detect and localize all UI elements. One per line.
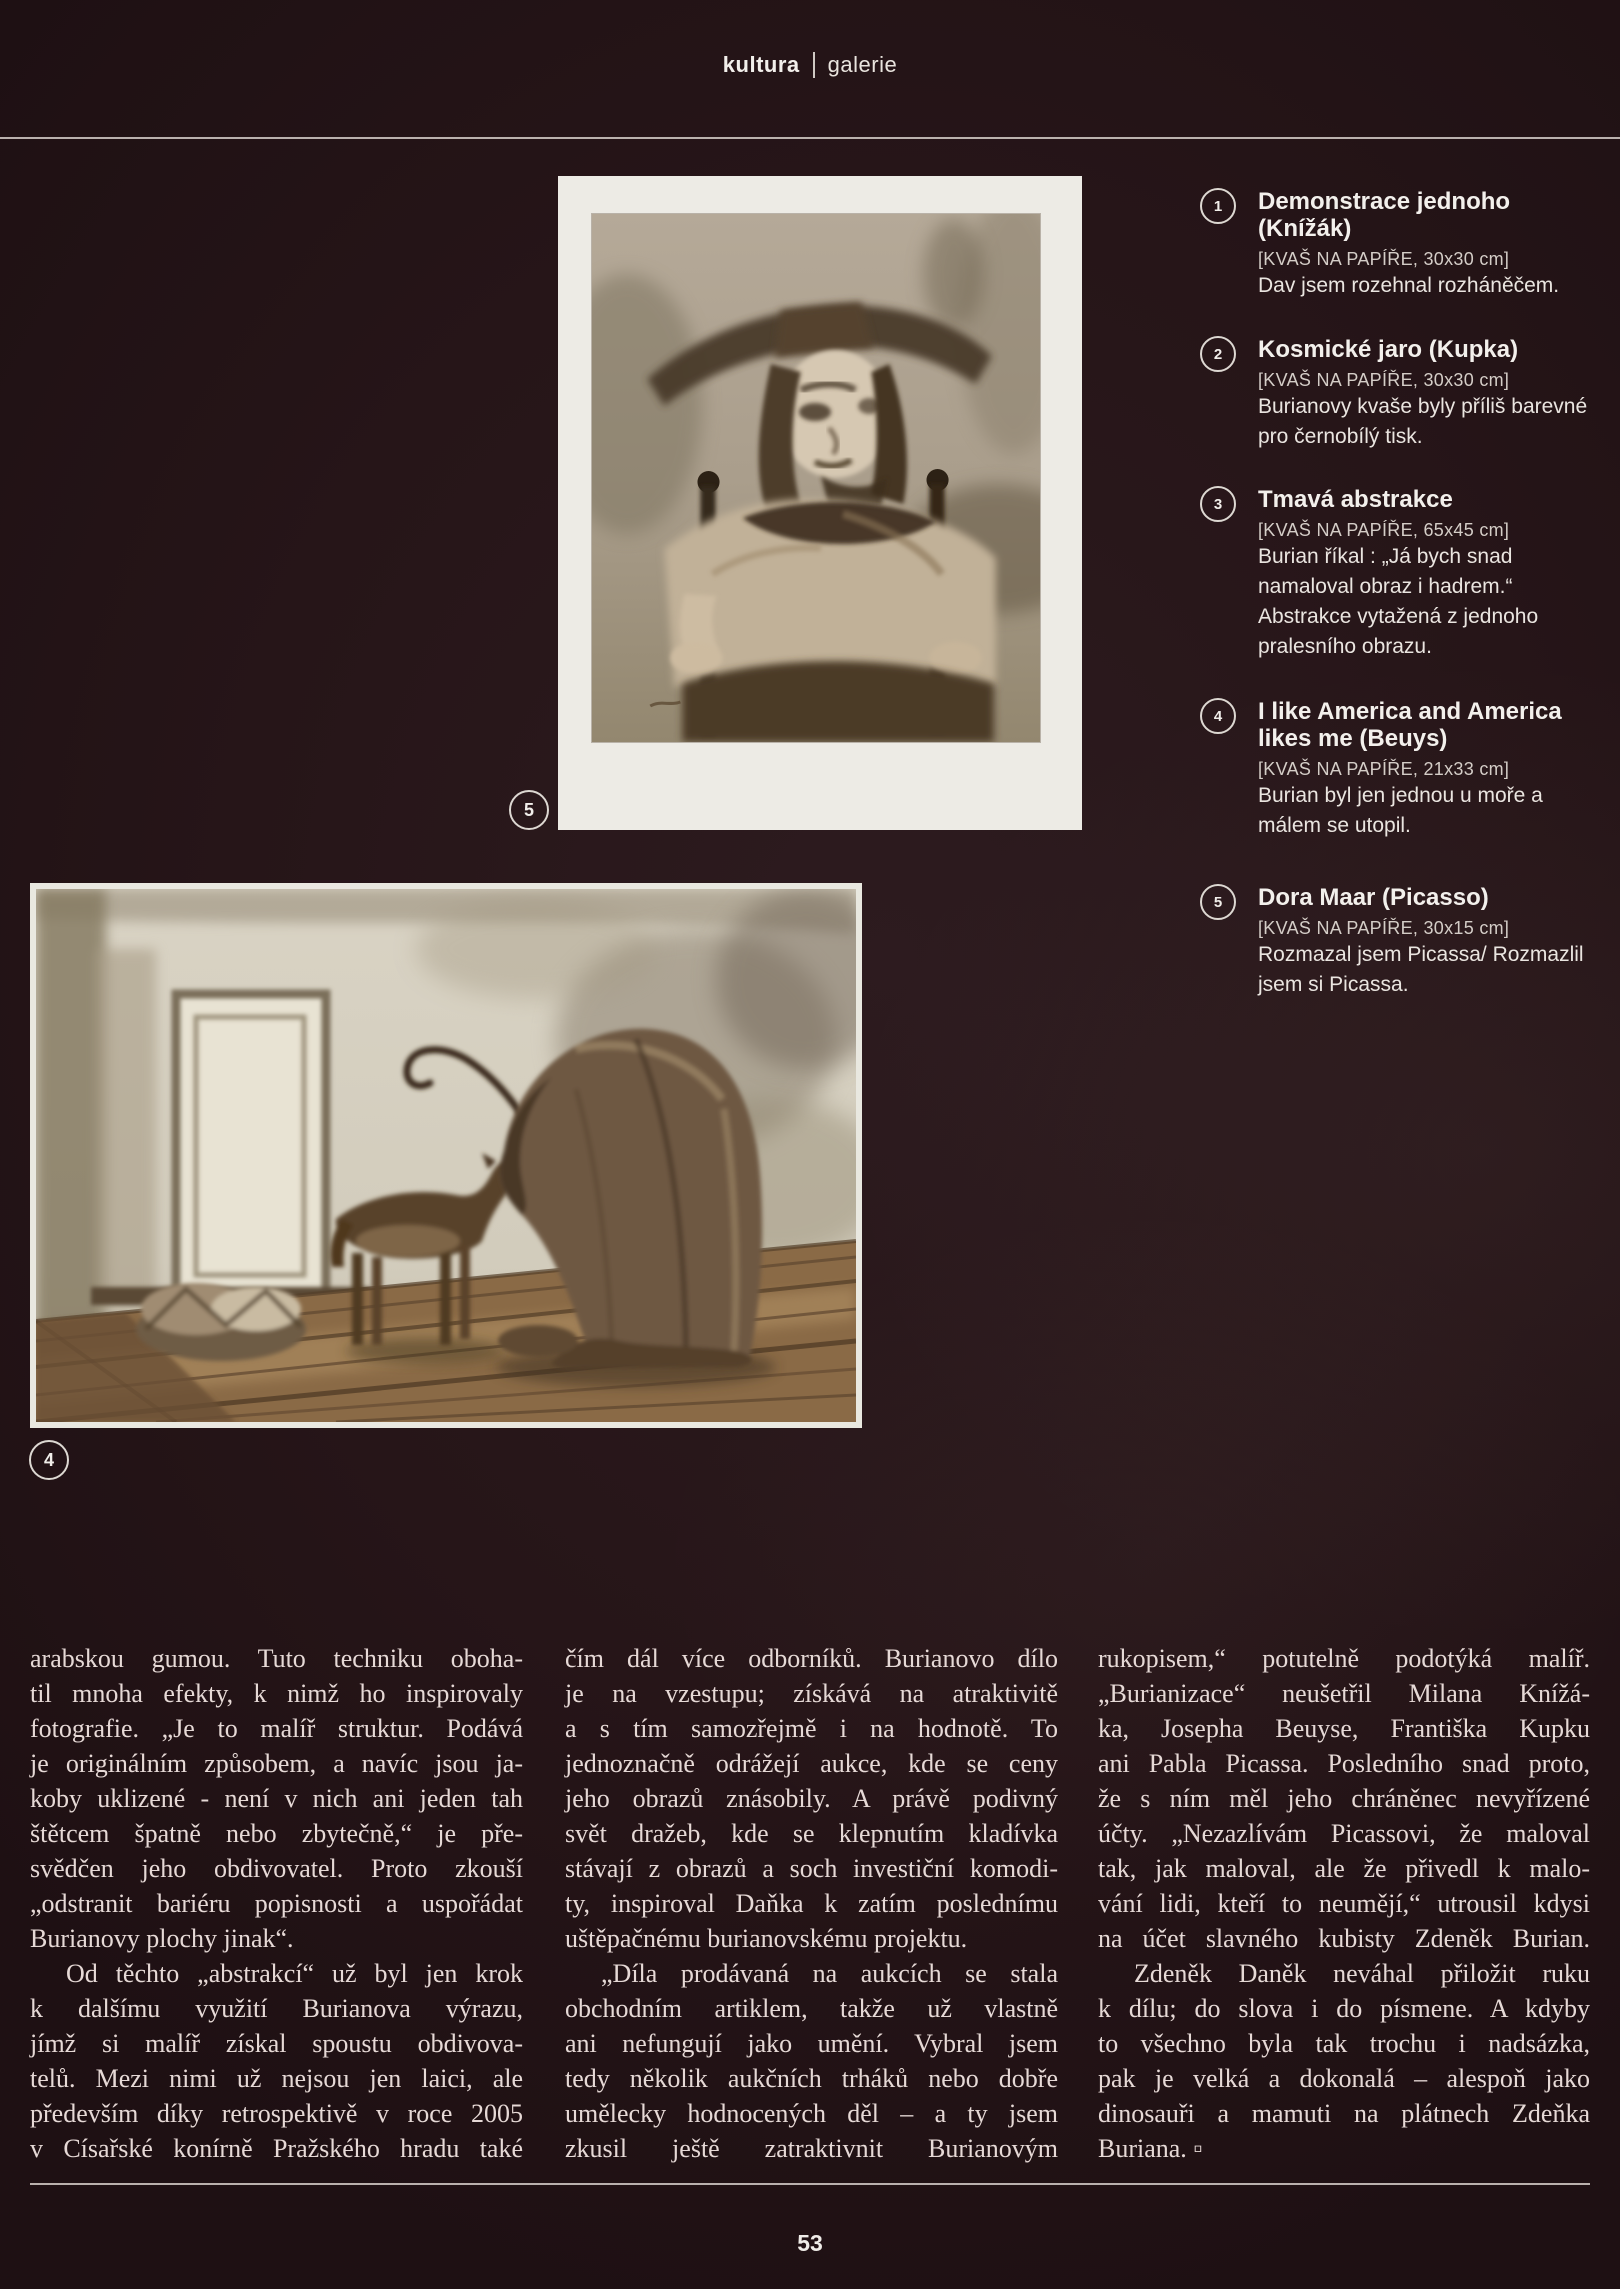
caption-2-title: Kosmické jaro (Kupka) bbox=[1258, 336, 1519, 363]
article-line: především díky retrospektivě v roce 2005 bbox=[30, 2099, 523, 2128]
article-line: til mnoha efekty, k nimž ho inspirovaly bbox=[30, 1679, 523, 1708]
article-line: Burianovy plochy jinak“. bbox=[30, 1924, 294, 1953]
figure-badge-5 bbox=[509, 790, 549, 830]
article-line: to všechno byla tak trochu i nadsázka, bbox=[1098, 2029, 1590, 2058]
article-line: a s tím samozřejmě i na hodnotě. To bbox=[565, 1714, 1058, 1743]
article-line: Zdeněk Daněk neváhal přiložit ruku bbox=[1134, 1959, 1590, 1988]
caption-2 bbox=[1200, 336, 1600, 452]
section-label: kultura bbox=[722, 52, 800, 77]
article-line: telů. Mezi nimi už nejsou jen laici, ale bbox=[30, 2064, 523, 2093]
caption-3-description: Burian říkal : „Já bych snad namaloval obraz i hadrem.“ Abstrakce vytažená z jednoho pralesního obrazu. bbox=[1258, 545, 1539, 658]
article-line: je originálním způsobem, a navíc jsou ja- bbox=[30, 1749, 523, 1778]
article-line: rukopisem,“ potutelně podotýká malíř. bbox=[1098, 1644, 1590, 1673]
article-line: k dílu; do slova i do písmene. A kdyby bbox=[1098, 1994, 1590, 2023]
article-line: fotografie. „Je to malíř struktur. Podává bbox=[30, 1714, 523, 1743]
article-line: k dalšímu využití Burianova výrazu, bbox=[30, 1994, 523, 2023]
article-line: na účet slavného kubisty Zdeněk Burian. bbox=[1098, 1924, 1590, 1953]
article-line: obchodním artiklem, takže už vlastně bbox=[565, 1994, 1058, 2023]
caption-2-technique: [KVAŠ NA PAPÍŘE, 30x30 cm] bbox=[1258, 370, 1510, 390]
article-line: že s ním měl jeho chráněnec nevyřízené bbox=[1098, 1784, 1590, 1813]
caption-5-badge bbox=[1200, 884, 1236, 920]
caption-3-number: 3 bbox=[1213, 495, 1223, 513]
caption-5-description: Rozmazal jsem Picassa/ Rozmazlil jsem si Picassa. bbox=[1258, 943, 1584, 996]
beuys-artwork bbox=[36, 889, 856, 1422]
figure-badge-4-number: 4 bbox=[43, 1449, 54, 1470]
article-line: „Díla prodávaná na aukcích se stala bbox=[601, 1959, 1058, 1988]
caption-3-technique: [KVAŠ NA PAPÍŘE, 65x45 cm] bbox=[1258, 520, 1510, 540]
article-line: ani nefungují jako umění. Vybral jsem bbox=[565, 2029, 1058, 2058]
article-line: uštěpačnému burianovskému projektu. bbox=[565, 1924, 968, 1953]
figure-badge-5-number: 5 bbox=[523, 799, 534, 820]
caption-1-number: 1 bbox=[1213, 197, 1223, 215]
article-line: arabskou gumou. Tuto techniku oboha- bbox=[30, 1644, 523, 1673]
article-line: umělecky hodnocených děl – a ty jsem bbox=[565, 2099, 1058, 2128]
dora-maar-artwork bbox=[592, 214, 1040, 742]
article-line: jímž si malíř získal spoustu obdivova- bbox=[30, 2029, 523, 2058]
article-line: dinosauři a mamuti na plátnech Zdeňka bbox=[1098, 2099, 1590, 2128]
caption-4-description: Burian byl jen jednou u moře a málem se utopil. bbox=[1258, 784, 1543, 837]
article-line: pak je velká a dokonalá – alespoň jako bbox=[1098, 2064, 1590, 2093]
caption-4-technique: [KVAŠ NA PAPÍŘE, 21x33 cm] bbox=[1258, 759, 1510, 779]
caption-1-description: Dav jsem rozehnal rozháněčem. bbox=[1258, 274, 1560, 297]
caption-1-technique: [KVAŠ NA PAPÍŘE, 30x30 cm] bbox=[1258, 249, 1510, 269]
page-header bbox=[0, 52, 1620, 78]
article-column-1 bbox=[30, 1641, 523, 2166]
article-line: svědčen jeho obdivovatel. Proto zkouší bbox=[30, 1854, 523, 1883]
header-divider bbox=[813, 52, 815, 78]
caption-4 bbox=[1200, 698, 1600, 841]
article-line: čím dál více odborníků. Burianovo dílo bbox=[565, 1644, 1058, 1673]
caption-3-title: Tmavá abstrakce bbox=[1258, 486, 1453, 513]
article-line: Buriana. ▫ bbox=[1098, 2134, 1203, 2163]
subsection-label: galerie bbox=[827, 52, 898, 77]
article-line: jeho obrazů znásobily. A právě podivný bbox=[565, 1784, 1058, 1813]
caption-2-number: 2 bbox=[1213, 345, 1223, 363]
figure-dora-maar-painting bbox=[592, 214, 1040, 742]
article-column-2 bbox=[565, 1641, 1058, 2166]
article-line: účty. „Nezazlívám Picassovi, že maloval bbox=[1098, 1819, 1590, 1848]
page-number: 53 bbox=[797, 2230, 823, 2256]
figure-dora-maar-photo bbox=[558, 176, 1082, 830]
figure-badge-4 bbox=[29, 1440, 69, 1480]
caption-5 bbox=[1200, 884, 1600, 1000]
article-line: „odstranit bariéru popisnosti a uspořádat bbox=[30, 1889, 523, 1918]
caption-1 bbox=[1200, 188, 1600, 301]
article-line: stávají z obrazů a soch investiční komodi- bbox=[565, 1854, 1058, 1883]
caption-3 bbox=[1200, 486, 1600, 662]
caption-5-title: Dora Maar (Picasso) bbox=[1258, 884, 1489, 911]
figure-beuys-photo bbox=[30, 883, 862, 1428]
caption-4-title: I like America and America likes me (Beuys) bbox=[1258, 698, 1562, 752]
caption-1-title: Demonstrace jednoho (Knížák) bbox=[1258, 188, 1511, 242]
article-line: tedy několik aukčních trháků nebo dobře bbox=[565, 2064, 1058, 2093]
caption-4-badge bbox=[1200, 698, 1236, 734]
article-line: je na vzestupu; získává na atraktivitě bbox=[565, 1679, 1058, 1708]
article-line: vání lidi, kteří to neumějí,“ utrousil kdysi bbox=[1098, 1889, 1590, 1918]
caption-4-number: 4 bbox=[1213, 707, 1223, 725]
figure-beuys-painting bbox=[36, 889, 856, 1422]
header-rule bbox=[0, 137, 1620, 139]
article-line: Od těchto „abstrakcí“ už byl jen krok bbox=[66, 1959, 523, 1988]
article-line: „Burianizace“ neušetřil Milana Knížá- bbox=[1098, 1679, 1590, 1708]
article-line: štětcem špatně nebo zbytečně,“ je pře- bbox=[30, 1819, 523, 1848]
article-line: ty, inspiroval Daňka k zatím poslednímu bbox=[565, 1889, 1058, 1918]
article-line: svět dražeb, kde se klepnutím kladívka bbox=[565, 1819, 1058, 1848]
caption-3-badge bbox=[1200, 486, 1236, 522]
article-line: v Císařské konírně Pražského hradu také bbox=[30, 2134, 523, 2163]
footer-rule bbox=[30, 2183, 1590, 2185]
caption-1-badge bbox=[1200, 188, 1236, 224]
article-line: ka, Josepha Beuyse, Františka Kupku bbox=[1098, 1714, 1590, 1743]
caption-5-technique: [KVAŠ NA PAPÍŘE, 30x15 cm] bbox=[1258, 918, 1510, 938]
article-line: koby uklizené - není v nich ani jeden tah bbox=[30, 1784, 523, 1813]
article-line: ani Pabla Picassa. Posledního snad proto, bbox=[1098, 1749, 1590, 1778]
caption-5-number: 5 bbox=[1213, 893, 1223, 911]
article-line: jednoznačně odrážejí aukce, kde se ceny bbox=[565, 1749, 1058, 1778]
caption-2-badge bbox=[1200, 336, 1236, 372]
article-line: tak, jak maloval, ale že přivedl k malo- bbox=[1098, 1854, 1590, 1883]
article-column-3 bbox=[1098, 1641, 1590, 2166]
caption-2-description: Burianovy kvaše byly příliš barevné pro černobílý tisk. bbox=[1258, 395, 1588, 448]
article-line: zkusil ještě zatraktivnit Burianovým bbox=[565, 2134, 1058, 2163]
